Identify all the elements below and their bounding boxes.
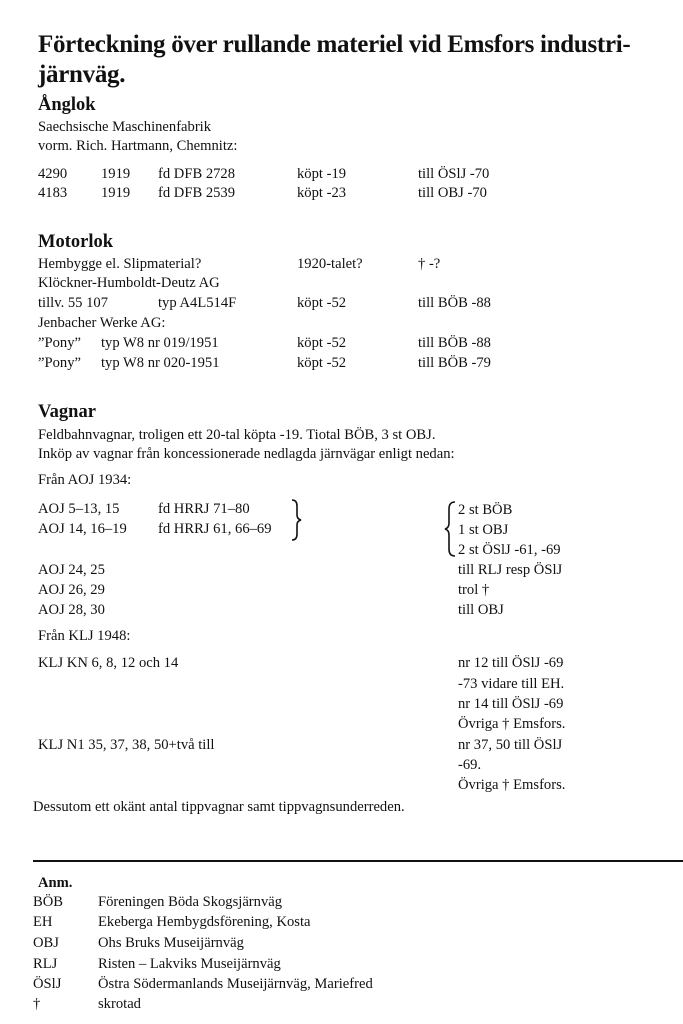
motorlok-row-4-destination: till BÖB -79 [418, 355, 491, 371]
anglok-row-2-former: fd DFB 2539 [158, 185, 236, 201]
aoj-row-1-former: fd HRRJ 71–80 [158, 501, 250, 517]
motorlok-row-2-bought: köpt -52 [297, 295, 347, 311]
vagnar-intro-line-2: Inköp av vagnar från koncessionerade nedlagda järnvägar enligt nedan: [38, 446, 455, 462]
motorlok-row-1-date: 1920-talet? [297, 256, 363, 272]
aoj-heading: Från AOJ 1934: [38, 472, 132, 488]
note-abbr-eh: EH [33, 914, 53, 930]
vagnar-closing-note: Dessutom ett okänt antal tippvagnar samt tippvagnsunderreden. [33, 799, 405, 815]
motorlok-maker-klockner: Klöckner-Humboldt-Deutz AG [38, 275, 220, 291]
section-divider [33, 860, 683, 862]
section-heading-anglok: Ånglok [38, 95, 96, 115]
notes-heading: Anm. [38, 875, 73, 891]
section-heading-motorlok: Motorlok [38, 232, 114, 252]
note-abbr-obj: OBJ [33, 935, 59, 951]
note-text-bob: Föreningen Böda Skogsjärnväg [98, 894, 283, 910]
klj-row-2-name: KLJ N1 35, 37, 38, 50+två till [38, 737, 215, 753]
motorlok-row-4-name: ”Pony” [38, 355, 81, 371]
motorlok-row-2-number: tillv. 55 107 [38, 295, 108, 311]
anglok-row-2-number: 4183 [38, 185, 68, 201]
aoj-row-5-fate: till OBJ [458, 602, 504, 618]
aoj-row-4-fate: trol † [458, 582, 490, 598]
aoj-row-1-name: AOJ 5–13, 15 [38, 501, 120, 517]
anglok-row-2-destination: till OBJ -70 [418, 185, 487, 201]
aoj-row-3-name: AOJ 24, 25 [38, 562, 105, 578]
page-title-line-2: järnväg. [38, 61, 126, 88]
aoj-row-4-name: AOJ 26, 29 [38, 582, 105, 598]
klj-row-1-fate-2: -73 vidare till EH. [458, 676, 565, 692]
vagnar-intro-line-1: Feldbahnvagnar, troligen ett 20-tal köpta -19. Tiotal BÖB, 3 st OBJ. [38, 427, 436, 443]
motorlok-row-2-destination: till BÖB -88 [418, 295, 491, 311]
aoj-row-3-fate: till RLJ resp ÖSlJ [458, 562, 563, 578]
page-title-line-1: Förteckning över rullande materiel vid Emsfors industri- [38, 31, 631, 58]
bracket-fate-3: 2 st ÖSlJ -61, -69 [458, 542, 561, 558]
motorlok-maker-jenbacher: Jenbacher Werke AG: [38, 315, 166, 331]
anglok-row-1-destination: till ÖSlJ -70 [418, 166, 490, 182]
note-text-skrotad: skrotad [98, 996, 141, 1012]
motorlok-row-4-type: typ W8 nr 020-1951 [101, 355, 220, 371]
klj-heading: Från KLJ 1948: [38, 628, 131, 644]
klj-row-1-fate-4: Övriga † Emsfors. [458, 716, 566, 732]
note-abbr-oslj: ÖSlJ [33, 976, 62, 992]
note-abbr-rlj: RLJ [33, 956, 58, 972]
klj-row-1-fate-1: nr 12 till ÖSlJ -69 [458, 655, 564, 671]
motorlok-row-3-bought: köpt -52 [297, 335, 347, 351]
anglok-row-2-bought: köpt -23 [297, 185, 347, 201]
anglok-row-1-number: 4290 [38, 166, 68, 182]
anglok-row-1-bought: köpt -19 [297, 166, 347, 182]
motorlok-row-3-name: ”Pony” [38, 335, 81, 351]
note-abbr-bob: BÖB [33, 894, 64, 910]
anglok-row-1-former: fd DFB 2728 [158, 166, 236, 182]
klj-row-1-name: KLJ KN 6, 8, 12 och 14 [38, 655, 179, 671]
klj-row-2-fate-2: -69. [458, 757, 482, 773]
closing-brace-icon [290, 498, 302, 542]
note-abbr-dagger-icon: † [33, 996, 41, 1012]
bracket-fate-2: 1 st OBJ [458, 522, 509, 538]
aoj-row-5-name: AOJ 28, 30 [38, 602, 105, 618]
motorlok-row-1-name: Hembygge el. Slipmaterial? [38, 256, 202, 272]
bracket-fate-1: 2 st BÖB [458, 502, 513, 518]
anglok-row-1-year: 1919 [101, 166, 131, 182]
opening-brace-icon [443, 500, 457, 558]
note-text-oslj: Östra Södermanlands Museijärnväg, Mariefred [98, 976, 373, 992]
section-heading-vagnar: Vagnar [38, 402, 96, 422]
motorlok-row-4-bought: köpt -52 [297, 355, 347, 371]
motorlok-row-1-destination: † -? [418, 256, 441, 272]
aoj-row-2-name: AOJ 14, 16–19 [38, 521, 127, 537]
note-text-obj: Ohs Bruks Museijärnväg [98, 935, 244, 951]
klj-row-2-fate-3: Övriga † Emsfors. [458, 777, 566, 793]
anglok-row-2-year: 1919 [101, 185, 131, 201]
note-text-eh: Ekeberga Hembygdsförening, Kosta [98, 914, 311, 930]
klj-row-2-fate-1: nr 37, 50 till ÖSlJ [458, 737, 563, 753]
motorlok-row-3-destination: till BÖB -88 [418, 335, 491, 351]
note-text-rlj: Risten – Lakviks Museijärnväg [98, 956, 281, 972]
motorlok-row-2-type: typ A4L514F [158, 295, 237, 311]
aoj-row-2-former: fd HRRJ 61, 66–69 [158, 521, 272, 537]
anglok-maker-line-2: vorm. Rich. Hartmann, Chemnitz: [38, 138, 238, 154]
klj-row-1-fate-3: nr 14 till ÖSlJ -69 [458, 696, 564, 712]
anglok-maker-line-1: Saechsische Maschinenfabrik [38, 119, 212, 135]
motorlok-row-3-type: typ W8 nr 019/1951 [101, 335, 219, 351]
